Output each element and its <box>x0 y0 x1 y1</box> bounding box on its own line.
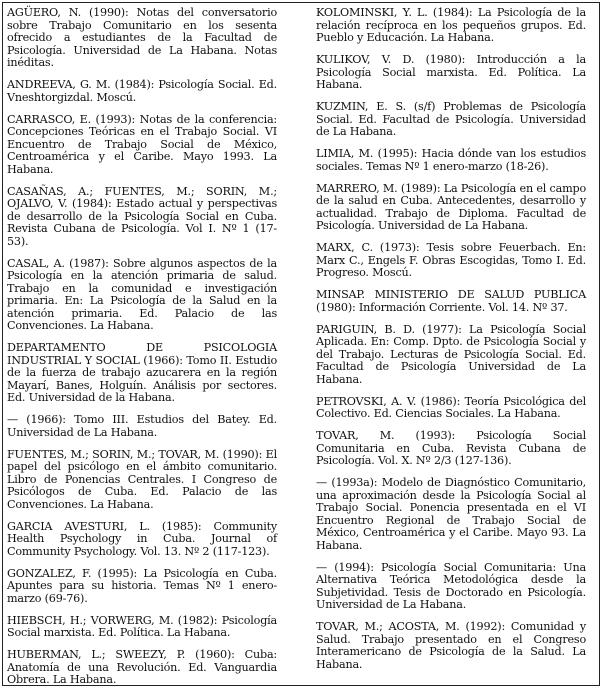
reference-entry: KOLOMINSKI, Y. L. (1984): La Psicología de la relación recíproca en los pequeños grupos. Ed. Pueblo y Educación. La Habana. <box>316 6 586 44</box>
reference-entry: MARX, C. (1973): Tesis sobre Feuerbach. En: Marx C., Engels F. Obras Escogidas, Tomo I. Ed. Progreso. Moscú. <box>316 241 586 279</box>
reference-entry: LIMIA, M. (1995): Hacia dónde van los estudios sociales. Temas Nº 1 enero-marzo (18-26). <box>316 147 586 173</box>
reference-entry: CARRASCO, E. (1993): Notas de la conferencia: Concepciones Teóricas en el Trabajo Social. VI Encuentro de Trabajo Social de México, Centroamérica y el Caribe. Mayo 1993. La Habana. <box>7 112 277 176</box>
reference-entry: FUENTES, M.; SORIN, M.; TOVAR, M. (1990): El papel del psicólogo en el ámbito comunitario. Libro de Ponencias Centrales. I Congreso de Psicólogos de Cuba. Ed. Palacio de las Convenciones. La Habana. <box>7 447 277 511</box>
reference-entry: ANDREEVA, G. M. (1984): Psicología Social. Ed. Vneshtorgizdal. Moscú. <box>7 78 277 104</box>
reference-entry: GONZALEZ, F. (1995): La Psicología en Cuba. Apuntes para su historia. Temas Nº 1 enero-marzo (69-76). <box>7 566 277 605</box>
reference-entry: — (1993a): Modelo de Diagnóstico Comunitario, una aproximación desde la Psicología Social al Trabajo Social. Ponencia presentada en el VI Encuentro Regional de Trabajo Social de México, Centroamérica y el Caribe. Mayo 93. La Habana. <box>316 476 586 552</box>
reference-entry: HIEBSCH, H.; VORWERG, M. (1982): Psicología Social marxista. Ed. Política. La Habana. <box>7 613 277 639</box>
reference-entry: — (1966): Tomo III. Estudios del Batey. Ed. Universidad de La Habana. <box>7 413 277 439</box>
reference-entry: CASAÑAS, A.; FUENTES, M.; SORIN, M.; OJALVO, V. (1984): Estado actual y perspectivas de desarrollo de la Psicología Social en Cuba. Revista Cubana de Psicología. Vol I. Nº 1 (17-53). <box>7 184 277 248</box>
reference-entry: MARRERO, M. (1989): La Psicología en el campo de la salud en Cuba. Antecedentes, desarrollo y actualidad. Trabajo de Diploma. Facultad de Psicología. Universidad de La Habana. <box>316 181 586 232</box>
reference-entry: KULIKOV, V. D. (1980): Introducción a la Psicología Social marxista. Ed. Política. La Habana. <box>316 53 586 91</box>
references-right-column <box>316 7 586 681</box>
reference-entry: DEPARTAMENTO DE PSICOLOGIA INDUSTRIAL Y SOCIAL (1966): Tomo II. Estudio de la fuerza de trabajo azucarera en la región Mayarí, Banes, Holguín. Análisis por sectores. Ed. Universidad de la Habana. <box>7 341 277 404</box>
reference-entry: TOVAR, M.; ACOSTA, M. (1992): Comunidad y Salud. Trabajo presentado en el Congreso Interamericano de Psicología de la Salud. La Habana. <box>316 620 586 671</box>
reference-entry: KUZMIN, E. S. (s/f) Problemas de Psicología Social. Ed. Facultad de Psicología. Universidad de La Habana. <box>316 100 586 138</box>
reference-entry: PARIGUIN, B. D. (1977): La Psicología Social Aplicada. En: Comp. Dpto. de Psicología Social y del Trabajo. Lecturas de Psicología Social. Ed. Facultad de Psicología Universidad de La Habana. <box>316 322 586 386</box>
reference-entry: MINSAP. MINISTERIO DE SALUD PUBLICA (1980): Información Corriente. Vol. 14. Nº 37. <box>316 288 586 314</box>
reference-entry: CASAL, A. (1987): Sobre algunos aspectos de la Psicología en la atención primaria de salud. Trabajo en la comunidad e investigación primaria. En: La Psicología de la Salud en la atención primaria. Ed. Palacio de las Convenciones. La Habana. <box>7 256 277 332</box>
reference-entry: GARCIA AVESTURI, L. (1985): Community Health Psychology in Cuba. Journal of Community Psychology. Vol. 13. Nº 2 (117-123). <box>7 519 277 558</box>
reference-entry: TOVAR, M. (1993): Psicología Social Comunitaria en Cuba. Revista Cubana de Psicología. Vol. X. Nº 2/3 (127-136). <box>316 429 586 467</box>
reference-entry: PETROVSKI, A. V. (1986): Teoría Psicológica del Colectivo. Ed. Ciencias Sociales. La Habana. <box>316 394 586 420</box>
references-left-column <box>7 7 277 696</box>
reference-entry: AGÜERO, N. (1990): Notas del conversatorio sobre Trabajo Comunitario en los sesenta ofrecido a estudiantes de la Facultad de Psicología. Universidad de La Habana. Notas inéditas. <box>7 6 277 69</box>
reference-entry: HUBERMAN, L.; SWEEZY, P. (1960): Cuba: Anatomía de una Revolución. Ed. Vanguardia Obrera. La Habana. <box>7 648 277 686</box>
reference-entry: — (1994): Psicología Social Comunitaria: Una Alternativa Teórica Metodológica desde la Subjetividad. Tesis de Doctorado en Psicología. Universidad de La Habana. <box>316 560 586 611</box>
